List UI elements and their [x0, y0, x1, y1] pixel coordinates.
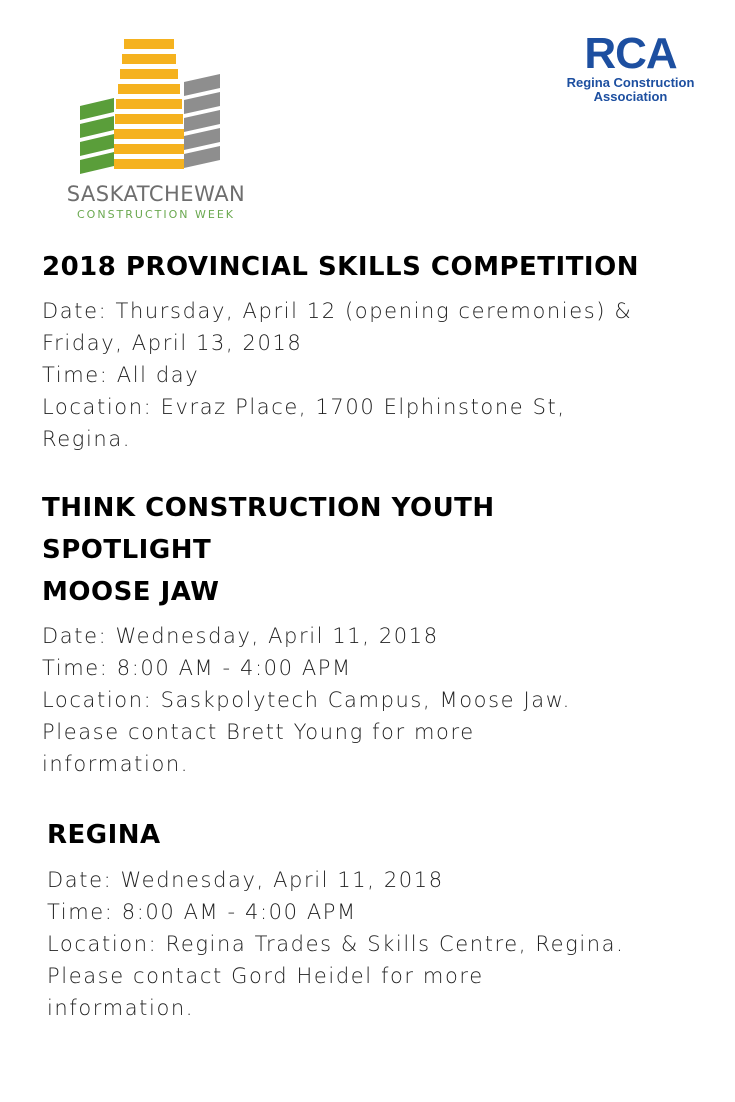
section-details-provincial-skills	[42, 295, 632, 455]
detail-line: information.	[42, 752, 190, 776]
detail-line: Friday, April 13, 2018	[42, 331, 303, 355]
heading-line: THINK CONSTRUCTION YOUTH	[42, 493, 495, 523]
heading-line: REGINA	[47, 820, 161, 850]
rca-letters: RCA	[584, 29, 677, 78]
saskatchewan-construction-week-logo	[52, 36, 260, 228]
buildings-icon	[52, 36, 260, 181]
detail-line: Regina.	[42, 427, 132, 451]
heading-line: 2018 PROVINCIAL SKILLS COMPETITION	[42, 252, 639, 282]
heading-line: MOOSE JAW	[42, 577, 220, 607]
rca-name-line1: Regina Construction	[566, 75, 695, 90]
detail-line: Time: All day	[42, 363, 200, 387]
detail-line: Date: Wednesday, April 11, 2018	[47, 868, 444, 892]
detail-line: Please contact Brett Young for more	[42, 720, 475, 744]
rca-logo	[553, 29, 708, 104]
section-heading-regina	[47, 814, 161, 856]
rca-name-line2: Association	[593, 89, 668, 104]
section-heading-provincial-skills	[42, 246, 639, 288]
detail-line: Location: Regina Trades & Skills Centre, Regina.	[47, 932, 625, 956]
heading-line: SPOTLIGHT	[42, 535, 212, 565]
section-details-regina	[47, 864, 624, 1024]
section-heading-youth-spotlight	[42, 487, 495, 613]
detail-line: Location: Evraz Place, 1700 Elphinstone St,	[42, 395, 566, 419]
logo-subtitle: CONSTRUCTION WEEK	[77, 208, 235, 221]
detail-line: Time: 8:00 AM - 4:00 APM	[42, 656, 352, 680]
detail-line: Date: Wednesday, April 11, 2018	[42, 624, 439, 648]
detail-line: Date: Thursday, April 12 (opening ceremonies) &	[42, 299, 633, 323]
detail-line: Please contact Gord Heidel for more	[47, 964, 484, 988]
detail-line: Location: Saskpolytech Campus, Moose Jaw.	[42, 688, 571, 712]
detail-line: information.	[47, 996, 195, 1020]
logo-title: SASKATCHEWAN	[66, 182, 246, 206]
detail-line: Time: 8:00 AM - 4:00 APM	[47, 900, 357, 924]
section-details-moose-jaw	[42, 620, 571, 780]
